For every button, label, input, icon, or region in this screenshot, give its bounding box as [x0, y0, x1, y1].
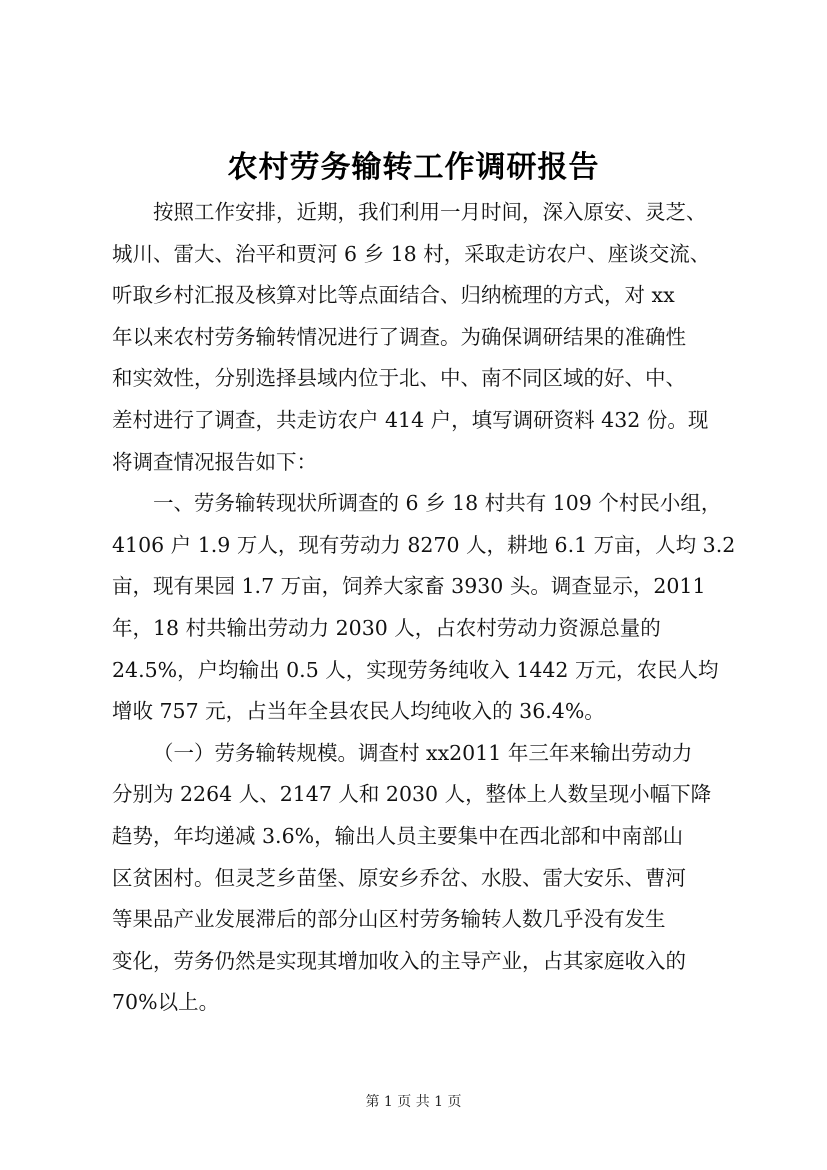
paragraph-line: 变化，劳务仍然是实现其增加收入的主导产业，占其家庭收入的: [112, 948, 686, 973]
paragraph-line: 一、劳务输转现状所调查的 6 乡 18 村共有 109 个村民小组，: [153, 491, 722, 516]
paragraph-line: 24.5%，户均输出 0.5 人，实现劳务纯收入 1442 万元，农民人均: [112, 657, 719, 682]
paragraph-line: 增收 757 元，占当年全县农民人均纯收入的 36.4%。: [112, 699, 605, 724]
paragraph-scale: [112, 733, 752, 1024]
paragraph-line: 听取乡村汇报及核算对比等点面结合、归纳梳理的方式，对 xx: [112, 283, 675, 308]
paragraph-line: 年，18 村共输出劳动力 2030 人，占农村劳动力资源总量的: [112, 615, 661, 640]
paragraph-line: 城川、雷大、治平和贾河 6 乡 18 村，采取走访农户、座谈交流、: [112, 241, 711, 266]
paragraph-line: 按照工作安排，近期，我们利用一月时间，深入原安、灵芝、: [153, 200, 707, 224]
paragraph-line: 年以来农村劳务输转情况进行了调查。为确保调研结果的准确性: [112, 324, 686, 349]
page-footer: 第 1 页 共 1 页: [365, 1094, 462, 1110]
paragraph-line: 分别为 2264 人、2147 人和 2030 人，整体上人数呈现小幅下降: [112, 782, 712, 807]
paragraph-line: 趋势，年均递减 3.6%，输出人员主要集中在西北部和中南部山: [112, 823, 684, 848]
paragraph-line: （一）劳务输转规模。调查村 xx2011 年三年来输出劳动力: [153, 740, 693, 765]
paragraph-status: [112, 483, 752, 733]
paragraph-line: 70%以上。: [112, 990, 220, 1015]
paragraph-intro: [112, 192, 752, 483]
paragraph-line: 等果品产业发展滞后的部分山区村劳务输转人数几乎没有发生: [112, 907, 666, 932]
document-body: [112, 192, 752, 1024]
paragraph-line: 4106 户 1.9 万人，现有劳动力 8270 人，耕地 6.1 万亩，人均 3.2: [112, 532, 736, 557]
paragraph-line: 区贫困村。但灵芝乡苗堡、原安乡乔岔、水股、雷大安乐、曹河: [112, 865, 686, 890]
paragraph-line: 亩，现有果园 1.7 万亩，饲养大家畜 3930 头。调查显示，2011: [112, 574, 706, 599]
document-title: 农村劳务输转工作调研报告: [227, 150, 600, 185]
paragraph-line: 和实效性，分别选择县域内位于北、中、南不同区域的好、中、: [112, 366, 686, 391]
paragraph-line: 将调查情况报告如下：: [112, 449, 317, 474]
paragraph-line: 差村进行了调查，共走访农户 414 户，填写调研资料 432 份。现: [112, 407, 709, 432]
